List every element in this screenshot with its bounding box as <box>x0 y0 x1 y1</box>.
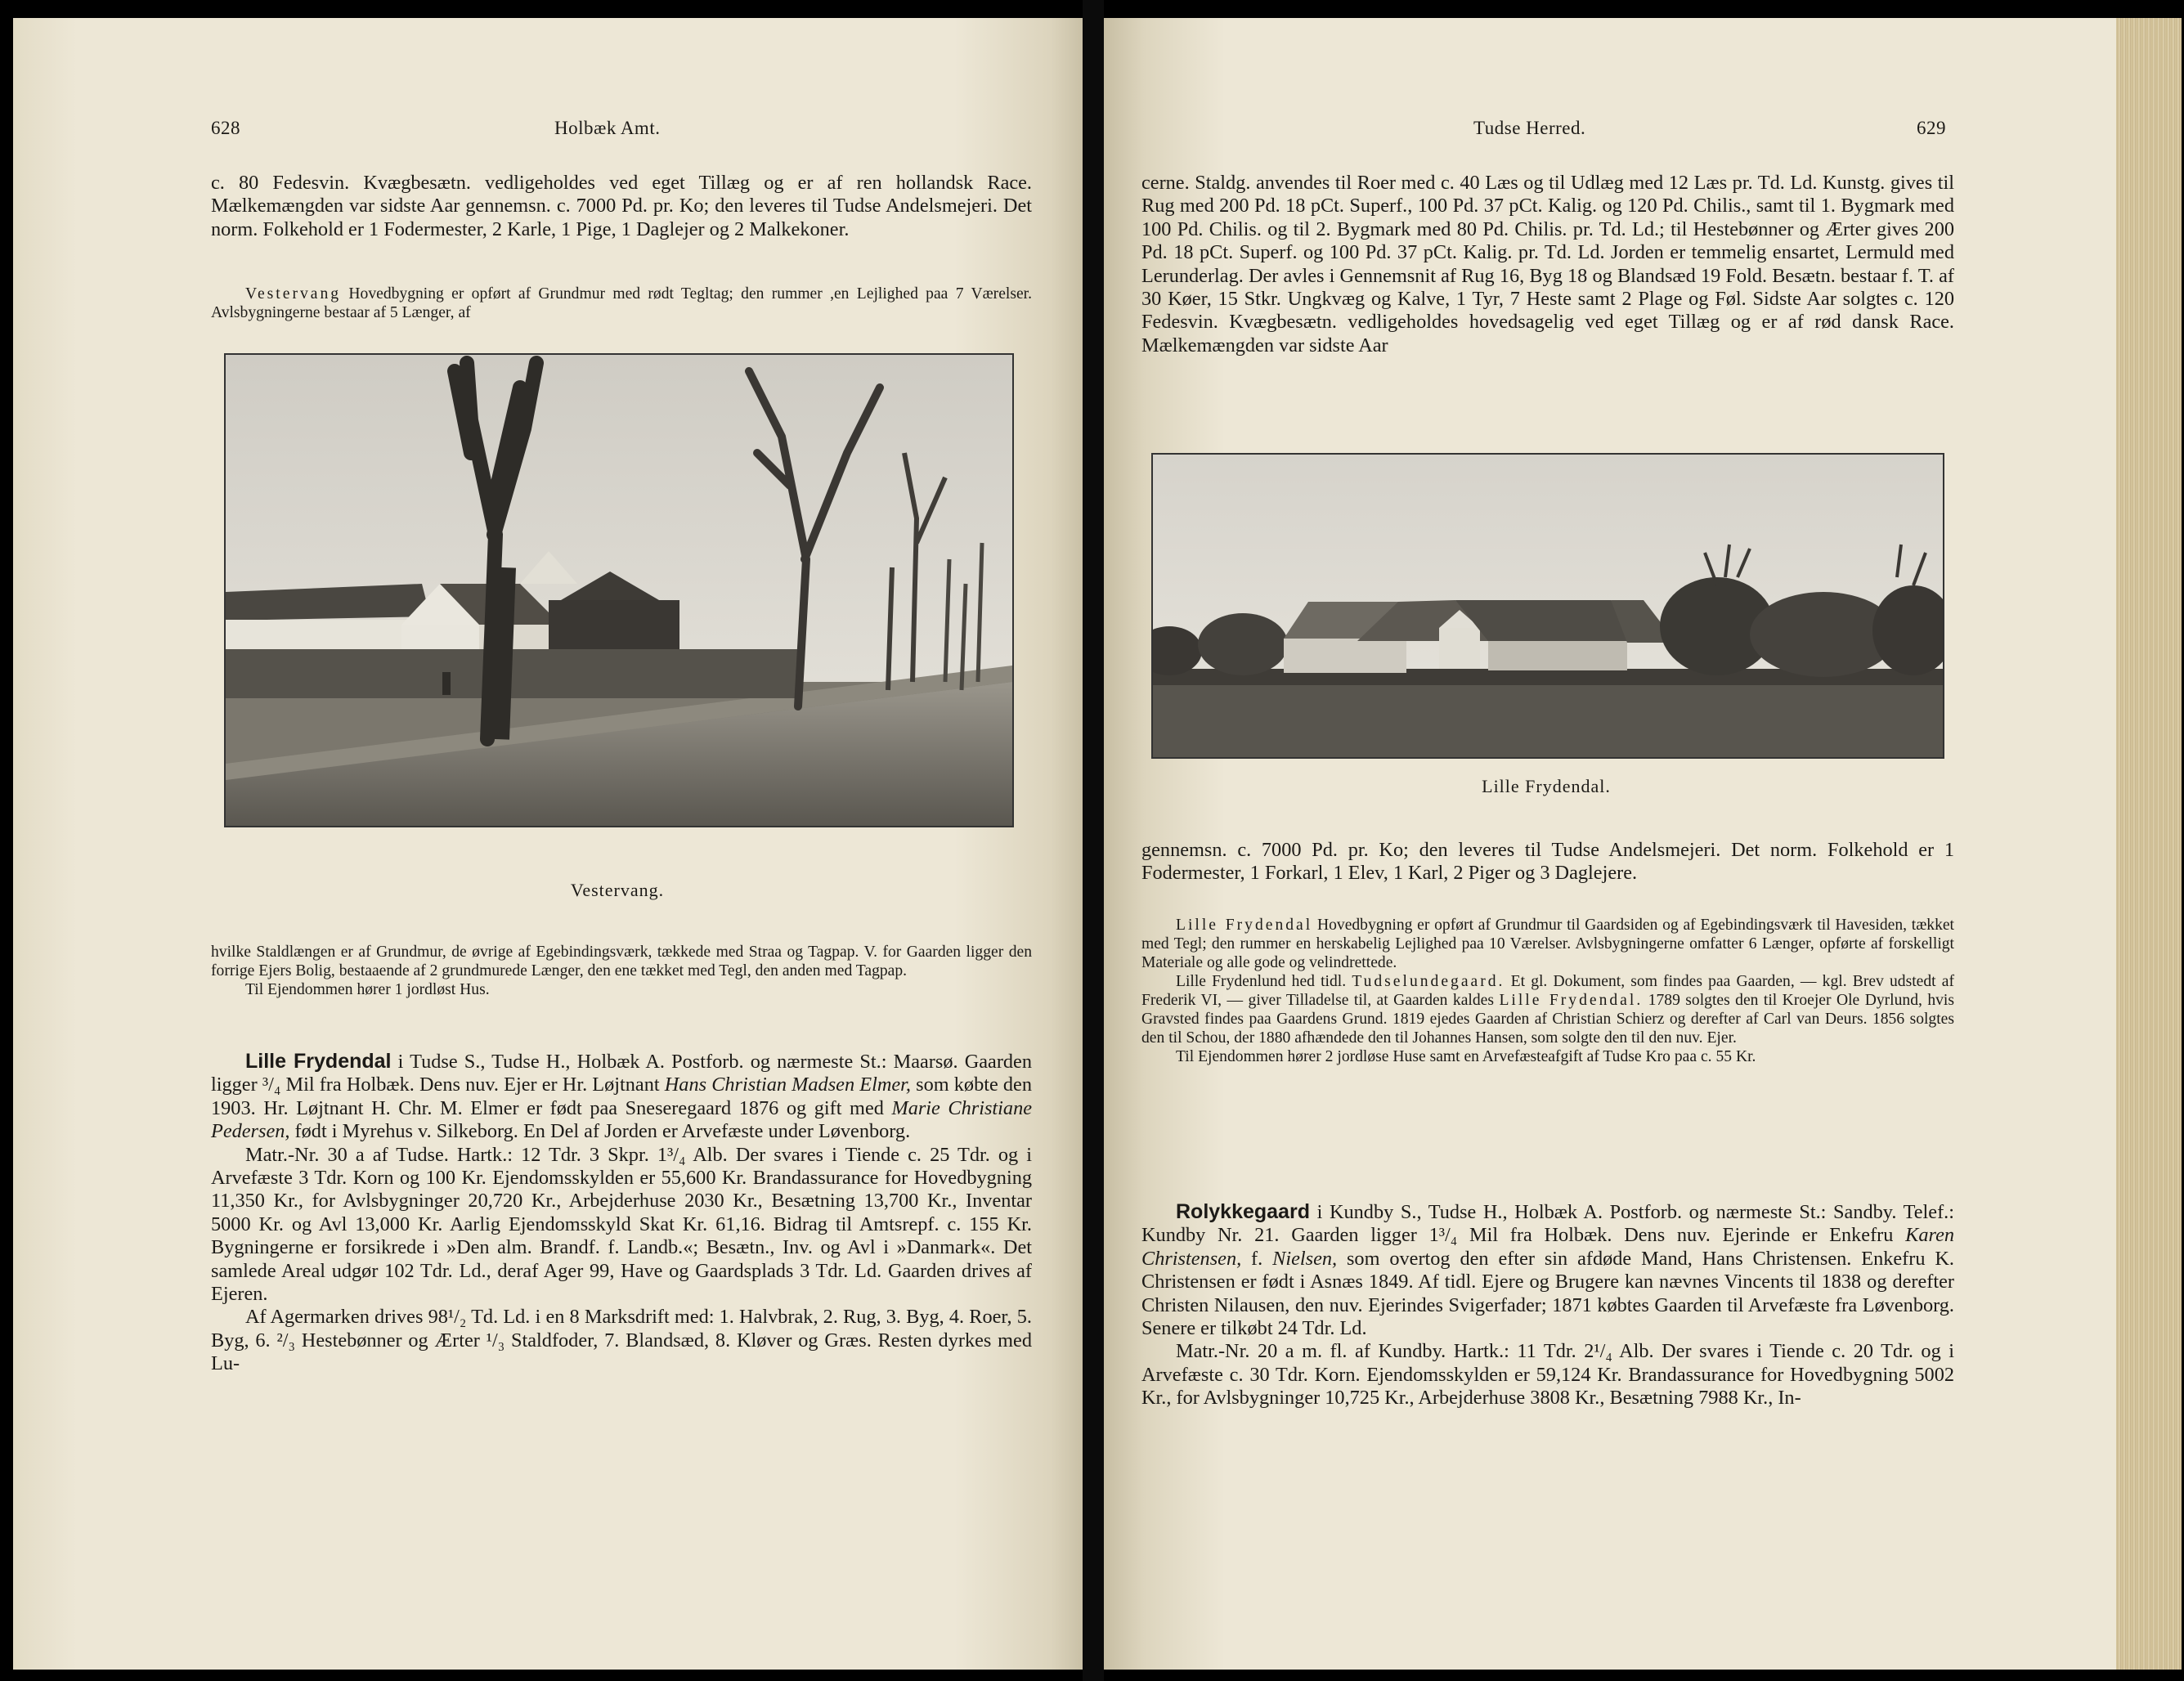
owner-name: Hans Christian Madsen Elmer, <box>664 1074 911 1096</box>
wife-name: Marie Christiane Pedersen, <box>211 1096 1032 1143</box>
running-head-left: Holbæk Amt. <box>554 118 661 138</box>
lille-frydendal-entry: Lille Frydendal i Tudse S., Tudse H., Holbæk A. Postforb. og nærmeste St.: Maarsø. Gaarden ligger ³/₄ Mil fra Holbæk. Dens nuv. Ejer er Hr. Løjtnant Hans Christian Madsen Elmer, som købte den 1903. Hr. Løjtnant H. Chr. M. Elmer er født paa Sneseregaard 1876 og gift med Marie Christiane Pedersen, født i Myrehus v. Silkeborg. En Del af Jorden er Arvefæste under Løvenborg. Matr.-Nr. 30 a af Tudse. Hartk.: 12 Tdr. 3 Skpr. 1³/₄ Alb. Der svares i Tiende c. 25 Tdr. og i Arvefæste 3 Tdr. Korn og 100 Kr. Ejendomsskylden er 55,600 Kr. Brandassurance for Hovedbygning 11,350 Kr., for Avlsbygninger 20,720 Kr., Arbejderhuse 2030 Kr., Besætning 13,700 Kr., Inventar 5000 Kr. og Avl 13,000 Kr. Aarlig Ejendomsskyld Skat Kr. 61,16. Bidrag til Amtsrepf. c. 155 Kr. Bygningerne er forsikrede i »Den alm. Brandf. f. Landb.«; Besætn., Inv. og Avl i »Danmark«. Det samlede Areal udgør 102 Tdr. Ld., deraf Ager 99, Have og Gaardsplads 3 Tdr. Ld. Gaarden drives af Ejeren. Af Agermarken drives 98¹/₂ Td. Ld. i en 8 Marksdrift med: 1. Halvbrak, 2. Rug, 3. Byg, 4. Roer, 5. Byg, 6. ²/₃ Hestebønner og Ærter ¹/₃ Staldfoder, 7. Blandsæd, 8. Kløver og Græs. Resten dyrkes med Lu- <box>211 1050 1032 1375</box>
estate-name-spaced: Vestervang <box>245 285 342 303</box>
page-number-right: 629 <box>1917 118 1946 138</box>
vestervang-photo <box>224 353 1014 827</box>
right-after-photo-paragraph: gennemsn. c. 7000 Pd. pr. Ko; den leveres til Tudse Andelsmejeri. Det norm. Folkehold er 1 Fodermester, 1 Forkarl, 1 Elev, 1 Karl, 2 Piger og 3 Daglejere. <box>1141 839 1954 885</box>
matr-paragraph: Matr.-Nr. 20 a m. fl. af Kundby. Hartk.: 11 Tdr. 2¹/₄ Alb. Der svares i Tiende c. 20 Tdr. og i Arvefæste c. 30 Tdr. Korn. Ejendomsskylden er 59,124 Kr. Brandassurance for Hovedbygning 5002 Kr., for Avlsbygninger 10,725 Kr., Arbejderhuse 3808 Kr., Besætning 7988 Kr., In- <box>1141 1340 1954 1410</box>
lille-frydendal-caption: Lille Frydendal. <box>1482 776 1611 796</box>
maiden-name: Nielsen, <box>1272 1247 1338 1270</box>
left-small-after-photo: hvilke Staldlængen er af Grundmur, de øvrige af Egebindingsværk, tækkede med Straa og Tagpap. V. for Gaarden ligger den forrige Ejers Bolig, bestaaende af 2 grundmurede Længer, den ene tækket med Tegl, den anden med Tagpap. Til Ejendommen hører 1 jordløst Hus. <box>211 944 1032 998</box>
matr-paragraph: Matr.-Nr. 30 a af Tudse. Hartk.: 12 Tdr. 3 Skpr. 1³/₄ Alb. Der svares i Tiende c. 25 Tdr. og i Arvefæste 3 Tdr. Korn og 100 Kr. Ejendomsskylden er 55,600 Kr. Brandassurance for Hovedbygning 11,350 Kr., for Avlsbygninger 20,720 Kr., Arbejderhuse 2030 Kr., Besætning 13,700 Kr., Inventar 5000 Kr. og Avl 13,000 Kr. Aarlig Ejendomsskyld Skat Kr. 61,16. Bidrag til Amtsrepf. c. 155 Kr. Bygningerne er forsikrede i »Den alm. Brandf. f. Landb.«; Besætn., Inv. og Avl i »Danmark«. Det samlede Areal udgør 102 Tdr. Ld., deraf Ager 99, Have og Gaardsplads 3 Tdr. Ld. Gaarden drives af Ejeren. <box>211 1143 1032 1306</box>
page-number-left: 628 <box>211 118 240 138</box>
lille-frydendal-photo <box>1151 453 1944 759</box>
right-page <box>1104 18 2116 1670</box>
left-page <box>13 18 1083 1670</box>
rolykkegaard-entry: Rolykkegaard i Kundby S., Tudse H., Holbæk A. Postforb. og nærmeste St.: Sandby. Telef.: Kundby Nr. 21. Gaarden ligger 1³/₄ Mil fra Holbæk. Dens nuv. Ejerinde er Enkefru Karen Christensen, f. Nielsen, som overtog den efter sin afdøde Mand, Hans Christensen. Enkefru K. Christensen er født i Asnæs 1849. Af tidl. Ejere og Brugere kan nævnes Vincents til 1838 og derefter Christen Nilausen, den nuv. Ejerindes Svigerfader; 1871 købtes Gaarden til Arvefæste fra Løvenborg. Senere er tilkøbt 24 Tdr. Ld. Matr.-Nr. 20 a m. fl. af Kundby. Hartk.: 11 Tdr. 2¹/₄ Alb. Der svares i Tiende c. 20 Tdr. og i Arvefæste c. 30 Tdr. Korn. Ejendomsskylden er 59,124 Kr. Brandassurance for Hovedbygning 5002 Kr., for Avlsbygninger 10,725 Kr., Arbejderhuse 3808 Kr., Besætning 7988 Kr., In- <box>1141 1200 1954 1410</box>
left-top-paragraph: c. 80 Fedesvin. Kvægbesætn. vedligeholdes ved eget Tillæg og er af ren hollandsk Race. Mælkemængden var sidste Aar gennemsn. c. 7000 Pd. pr. Ko; den leveres til Tudse Andelsmejeri. Det norm. Folkehold er 1 Fodermester, 2 Karle, 1 Pige, 1 Daglejer og 2 Malkekoner. <box>211 172 1032 240</box>
right-top-paragraph: cerne. Staldg. anvendes til Roer med c. 40 Læs og til Udlæg med 12 Læs pr. Td. Ld. Kunstg. gives til Rug med 200 Pd. 18 pCt. Superf., 100 Pd. 37 pCt. Kalig. og 120 Pd. Chilis., samt til 1. Bygmark med 100 Pd. Chilis. og til 2. Bygmark med 80 Pd. Chilis. pr. Td. Ld.; til Hestebønner og Ærter gives 200 Pd. 18 pCt. Superf. og 100 Pd. 37 pCt. Kalig. pr. Td. Ld. Jorden er temmelig ensartet, Lermuld med Lerunderlag. Der avles i Gennemsnit af Rug 16, Byg 18 og Blandsæd 19 Fold. Besætn. bestaar f. T. af 30 Køer, 15 Stkr. Ungkvæg og Kalve, 1 Tyr, 7 Heste samt 2 Plage og Føl. Sidste Aar solgtes c. 120 Fedesvin. Kvægbesætn. vedligeholdes hovedsagelig ved eget Tillæg og er af rød dansk Race. Mælkemængden var sidste Aar <box>1141 172 1954 356</box>
owner-name: Karen Christensen, <box>1141 1224 1954 1270</box>
former-name-spaced: Tudselundegaard. <box>1352 973 1505 990</box>
page-edges <box>2116 18 2182 1670</box>
entry-title-rolykkegaard: Rolykkegaard <box>1176 1200 1310 1223</box>
running-head-right: Tudse Herred. <box>1473 118 1586 138</box>
estate-name-spaced: Lille Frydendal <box>1176 917 1313 934</box>
agermark-paragraph: Af Agermarken drives 98¹/₂ Td. Ld. i en 8 Marksdrift med: 1. Halvbrak, 2. Rug, 3. Byg, 4. Roer, 5. Byg, 6. ²/₃ Hestebønner og Ærter ¹/₃ Staldfoder, 7. Blandsæd, 8. Kløver og Græs. Resten dyrkes med Lu- <box>211 1306 1032 1375</box>
estate-name-spaced: Lille Frydendal. <box>1499 992 1644 1009</box>
left-small-intro: Vestervang Hovedbygning er opført af Grundmur med rødt Tegltag; den rummer ,en Lejlighed paa 7 Værelser. Avlsbygningerne bestaar af 5 Længer, af <box>211 285 1032 321</box>
right-small-text: Lille Frydendal Hovedbygning er opført af Grundmur til Gaardsiden og af Egebindingsværk til Havesiden, tækket med Tegl; den rummer en herskabelig Lejlighed paa 10 Værelser. Avlsbygningerne omfatter 6 Længer, opførte af forskelligt Materiale og alle gode og velindrettede. Lille Frydenlund hed tidl. Tudselundegaard. Et gl. Dokument, som findes paa Gaarden, — kgl. Brev udstedt af Frederik VI, — giver Tilladelse til, at Gaarden kaldes Lille Frydendal. 1789 solgtes den til Kroejer Ole Dyrlund, hvis Gravsted findes paa Gaardens Grund. 1819 ejedes Gaarden af Christian Schierz og derefter af Carl van Deurs. 1856 solgtes den til Schou, der 1880 afhændede den til Johannes Hansen, som solgte den til den nuv. Ejer. Til Ejendommen hører 2 jordløse Huse samt en Arvefæsteafgift af Tudse Kro paa c. 55 Kr. <box>1141 917 1955 1065</box>
vestervang-caption: Vestervang. <box>570 880 665 900</box>
book-gutter <box>1083 0 1104 1681</box>
entry-title-lille-frydendal: Lille Frydendal <box>245 1050 392 1073</box>
